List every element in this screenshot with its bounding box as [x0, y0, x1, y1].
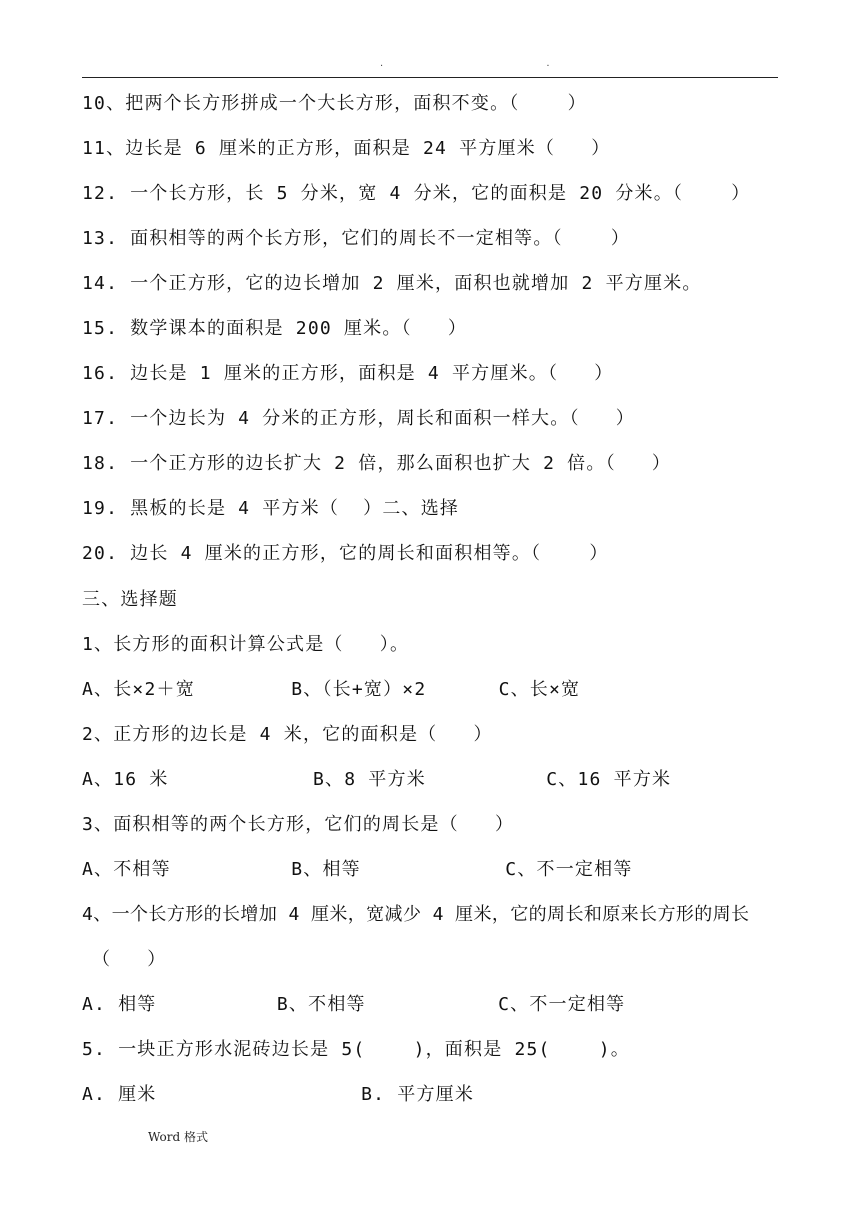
choice-options-4: A. 相等 B、不相等 C、不一定相等: [82, 994, 626, 1015]
question-18: 18. 一个正方形的边长扩大 2 倍，那么面积也扩大 2 倍。（ ）: [82, 453, 672, 474]
question-17: 17. 一个边长为 4 分米的正方形，周长和面积一样大。（ ）: [82, 408, 635, 429]
question-16: 16. 边长是 1 厘米的正方形，面积是 4 平方厘米。（ ）: [82, 363, 614, 384]
question-10: 10、把两个长方形拼成一个大长方形，面积不变。（ ）: [82, 93, 587, 114]
header-rule: [82, 77, 778, 78]
question-15: 15. 数学课本的面积是 200 厘米。（ ）: [82, 318, 468, 339]
footer-label: Word 格式: [148, 1130, 208, 1144]
section-heading: 三、选择题: [82, 589, 178, 610]
choice-question-5: 5. 一块正方形水泥砖边长是 5( )，面积是 25( )。: [82, 1039, 630, 1060]
choice-question-4: 4、一个长方形的长增加 4 厘米，宽减少 4 厘米，它的周长和原来长方形的周长: [82, 904, 750, 925]
question-14: 14. 一个正方形，它的边长增加 2 厘米，面积也就增加 2 平方厘米。: [82, 273, 702, 294]
question-13: 13. 面积相等的两个长方形，它们的周长不一定相等。（ ）: [82, 228, 631, 249]
question-19: 19. 黑板的长是 4 平方米（ ）二、选择: [82, 498, 460, 519]
choice-options-1: A、长×2＋宽 B、（长+宽）×2 C、长×宽: [82, 679, 581, 700]
question-11: 11、边长是 6 厘米的正方形，面积是 24 平方厘米（ ）: [82, 138, 611, 159]
header-dots: . .: [380, 58, 630, 69]
choice-options-3: A、不相等 B、相等 C、不一定相等: [82, 859, 633, 880]
question-12: 12. 一个长方形，长 5 分米，宽 4 分米，它的面积是 20 分米。（ ）: [82, 183, 751, 204]
choice-question-2: 2、正方形的边长是 4 米，它的面积是（ ）: [82, 724, 493, 745]
choice-question-4-blank: （ ）: [92, 949, 167, 970]
question-20: 20. 边长 4 厘米的正方形，它的周长和面积相等。（ ）: [82, 543, 609, 564]
choice-question-1: 1、长方形的面积计算公式是（ ）。: [82, 634, 410, 655]
choice-question-3: 3、面积相等的两个长方形，它们的周长是（ ）: [82, 814, 515, 835]
choice-options-2: A、16 米 B、8 平方米 C、16 平方米: [82, 769, 672, 790]
choice-options-5: A. 厘米 B. 平方厘米: [82, 1084, 475, 1105]
